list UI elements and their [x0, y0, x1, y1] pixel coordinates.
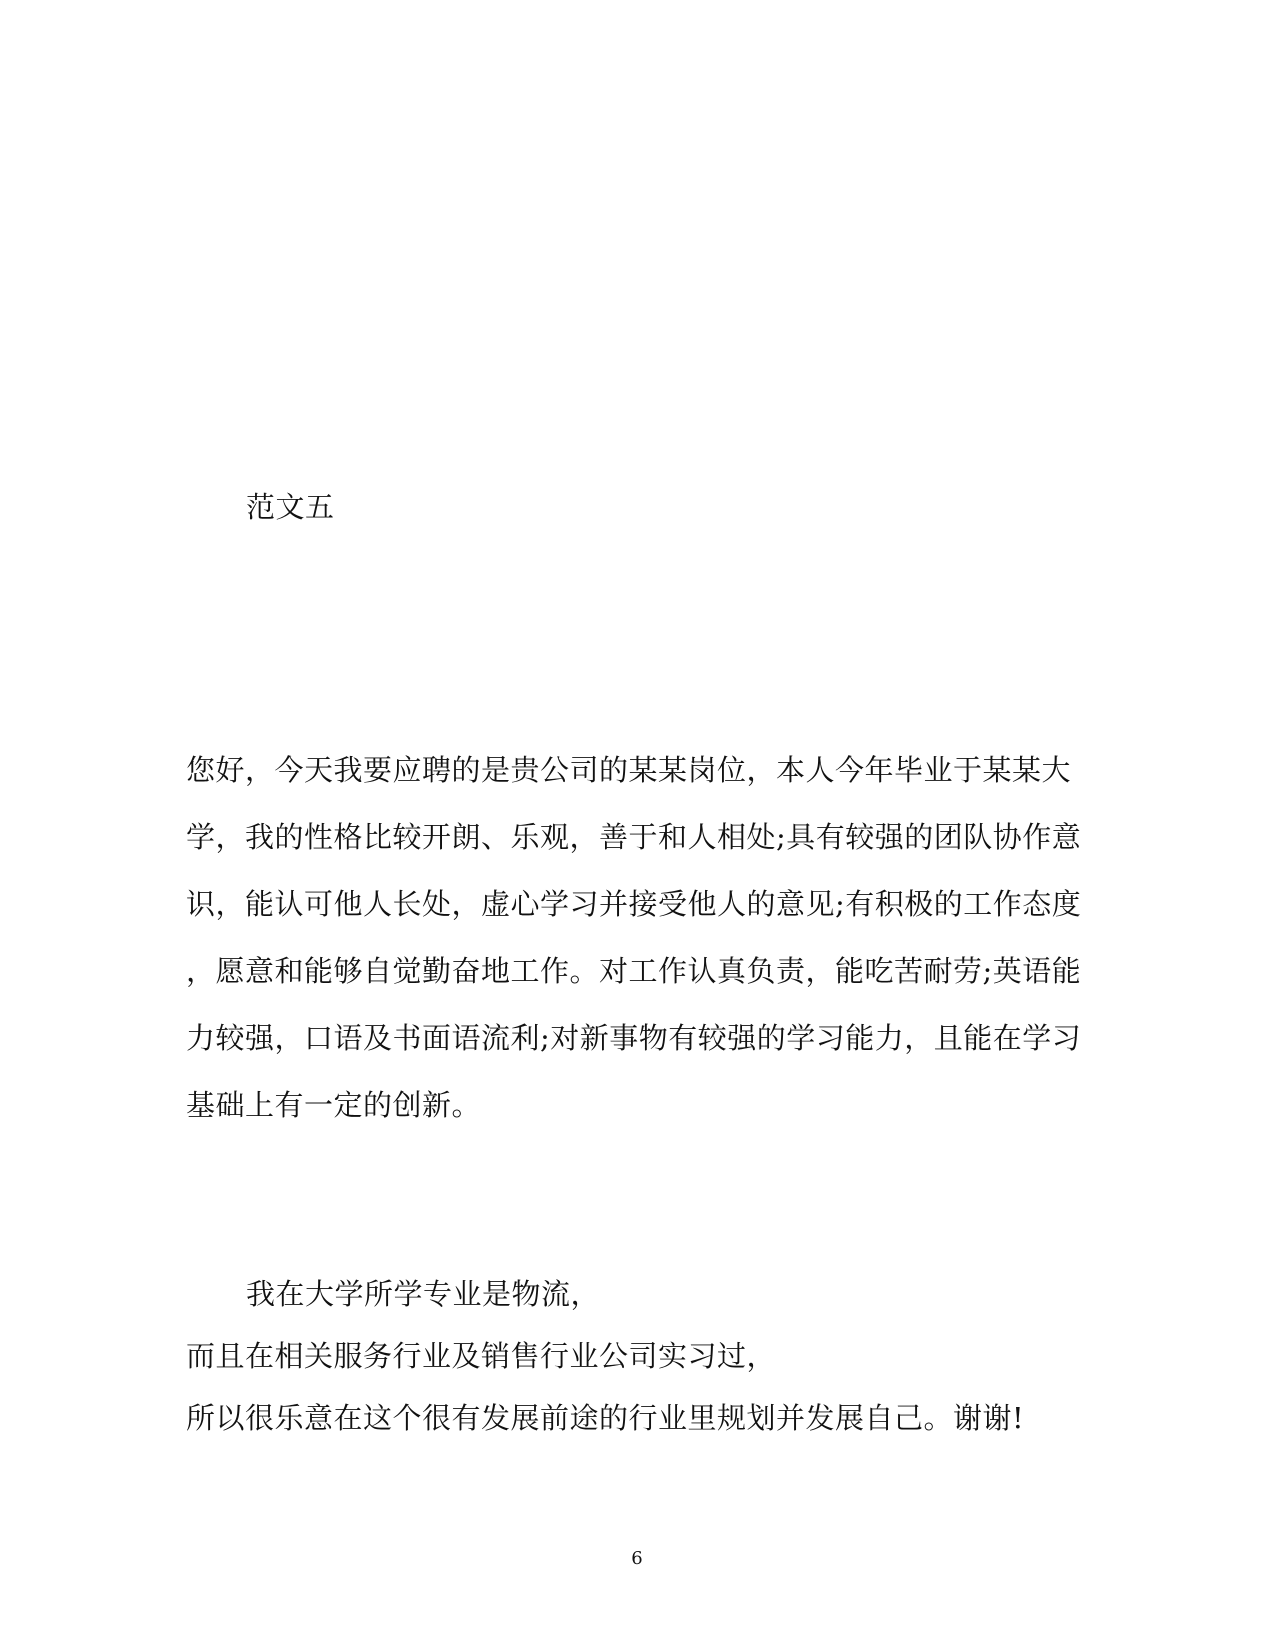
paragraph-line: 基础上有一定的创新。: [186, 1088, 482, 1122]
paragraph-line: 而且在相关服务行业及销售行业公司实习过，: [186, 1339, 777, 1373]
section-heading: 范文五: [246, 490, 335, 524]
paragraph-line: ，愿意和能够自觉勤奋地工作。对工作认真负责，能吃苦耐劳;英语能: [186, 954, 1082, 988]
paragraph-line: 力较强，口语及书面语流利;对新事物有较强的学习能力，且能在学习: [186, 1021, 1082, 1055]
paragraph-line: 我在大学所学专业是物流，: [246, 1277, 601, 1311]
page-number: 6: [631, 1548, 643, 1569]
paragraph-line: 学，我的性格比较开朗、乐观，善于和人相处;具有较强的团队协作意: [186, 820, 1082, 854]
paragraph-line: 识，能认可他人长处，虚心学习并接受他人的意见;有积极的工作态度: [186, 887, 1082, 921]
paragraph-line: 所以很乐意在这个很有发展前途的行业里规划并发展自己。谢谢!: [186, 1401, 1025, 1435]
paragraph-line: 您好，今天我要应聘的是贵公司的某某岗位，本人今年毕业于某某大: [186, 753, 1072, 787]
